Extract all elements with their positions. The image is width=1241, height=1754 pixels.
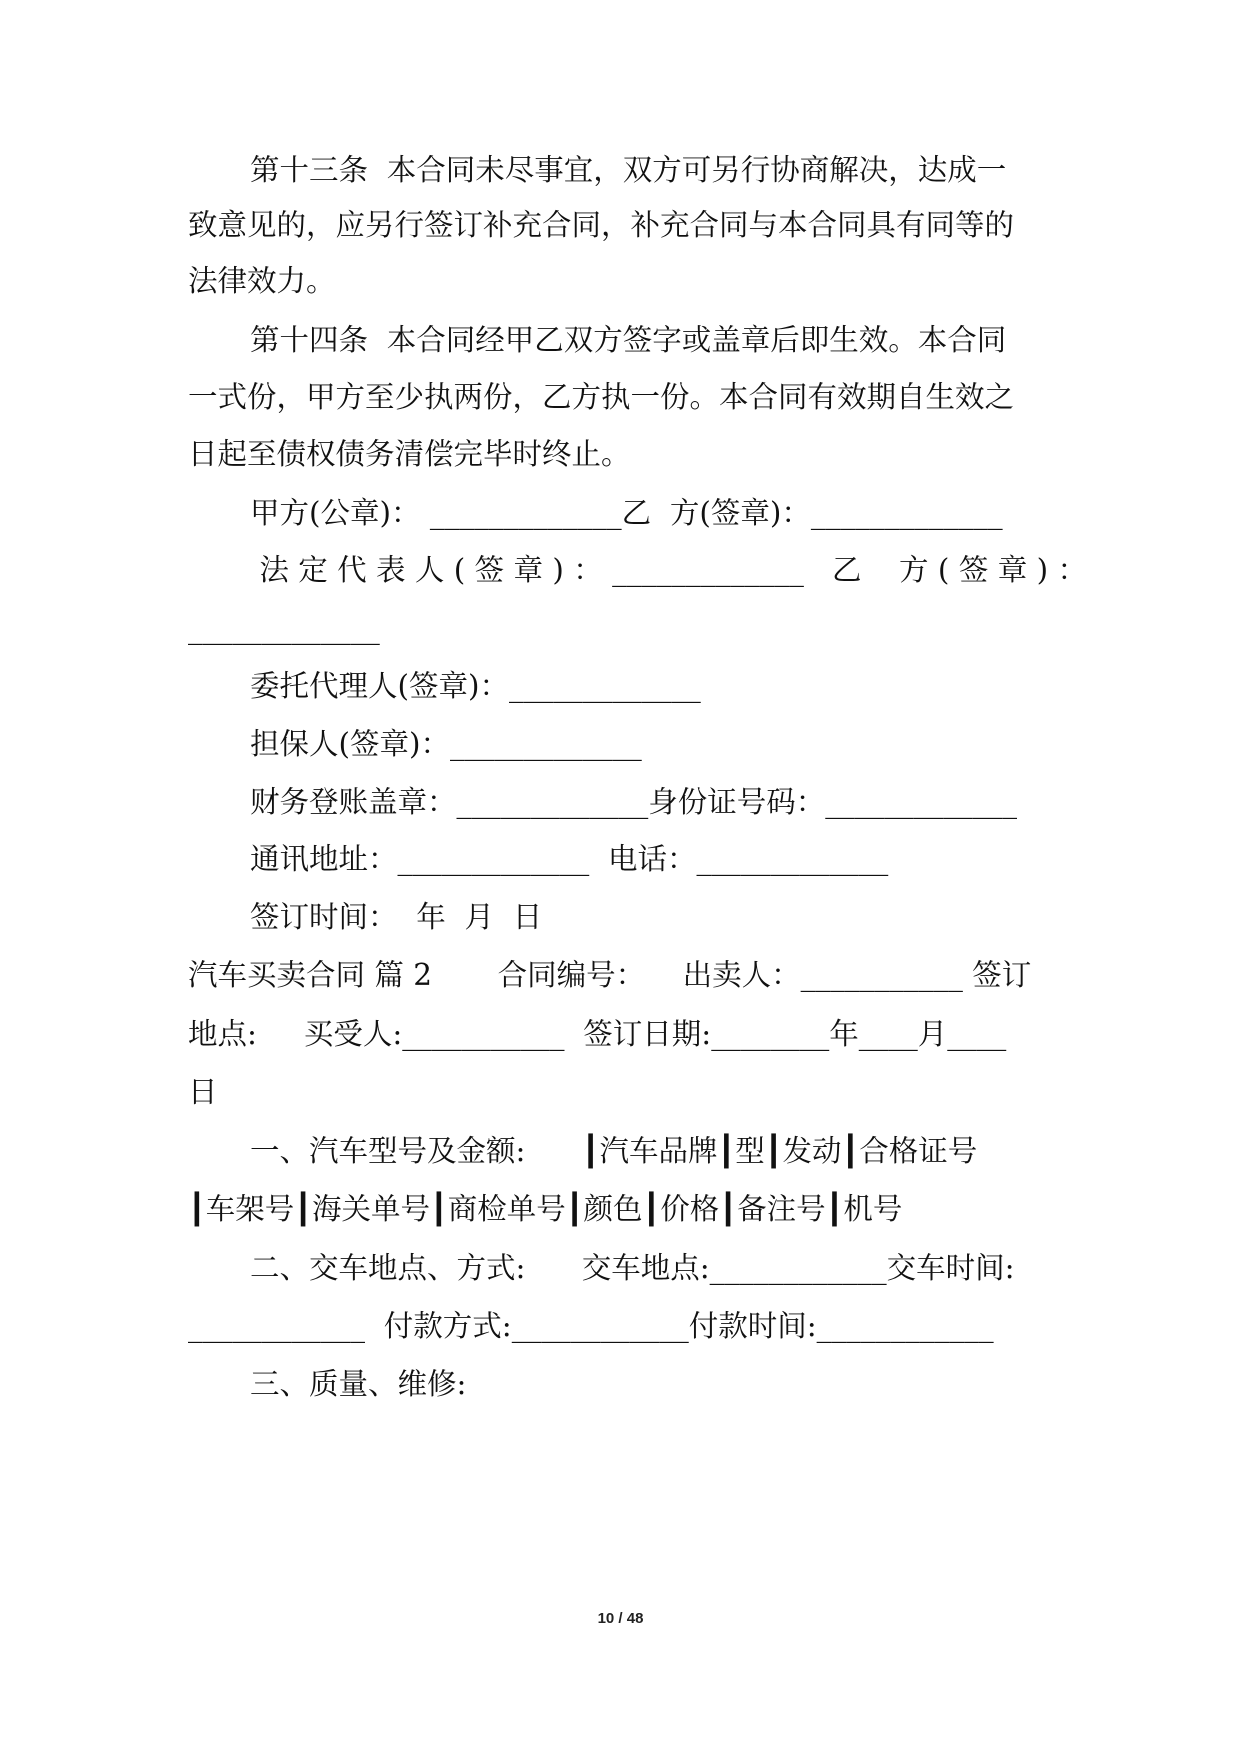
agent-signature-line: 委托代理人(签章)：_____________: [250, 669, 701, 703]
contract-2-header-line: 汽车买卖合同 篇 2 合同编号： 出卖人：___________ 签订: [188, 958, 1032, 992]
page-number: 10 / 48: [597, 1610, 644, 1627]
paragraph-13-line-1: 第十三条 本合同未尽事宜，双方可另行协商解决，达成一: [250, 153, 1007, 187]
address-phone-line: 通讯地址：_____________ 电话：_____________: [250, 842, 889, 876]
finance-seal-id-line: 财务登账盖章：_____________身份证号码：_____________: [250, 785, 1018, 819]
signing-date-line: 签订时间： 年 月 日: [250, 900, 543, 934]
section-2-line-1: 二、交车地点、方式: 交车地点:____________交车时间:: [250, 1251, 1015, 1285]
contract-2-day-line: 日: [188, 1075, 218, 1109]
legal-representative-line: 法 定 代 表 人 ( 签 章 ) ： _____________ 乙 方 ( 签 章 ) ：: [250, 553, 1087, 587]
party-a-seal-line: 甲方(公章)： _____________乙 方(签章)：_____________: [250, 496, 1003, 530]
paragraph-13-line-3: 法律效力。: [188, 264, 336, 298]
paragraph-14-line-1: 第十四条 本合同经甲乙双方签字或盖章后即生效。本合同: [250, 323, 1007, 357]
section-1-line-1: 一、汽车型号及金额: ┃汽车品牌┃型┃发动┃合格证号: [250, 1134, 978, 1168]
paragraph-14-line-3: 日起至债权债务清偿完毕时终止。: [188, 437, 631, 471]
section-1-line-2: ┃车架号┃海关单号┃商检单号┃颜色┃价格┃备注号┃机号: [188, 1192, 903, 1226]
section-2-line-2: ____________ 付款方式:____________付款时间:____________: [188, 1309, 994, 1343]
legal-representative-blank: _____________: [188, 611, 380, 645]
paragraph-13-line-2: 致意见的，应另行签订补充合同，补充合同与本合同具有同等的: [188, 208, 1015, 242]
section-3-heading: 三、质量、维修:: [250, 1367, 467, 1401]
paragraph-14-line-2: 一式份，甲方至少执两份，乙方执一份。本合同有效期自生效之: [188, 380, 1015, 414]
guarantor-signature-line: 担保人(签章)：_____________: [250, 727, 642, 761]
contract-2-place-date-line: 地点: 买受人:___________ 签订日期:________年____月____: [188, 1017, 1007, 1051]
